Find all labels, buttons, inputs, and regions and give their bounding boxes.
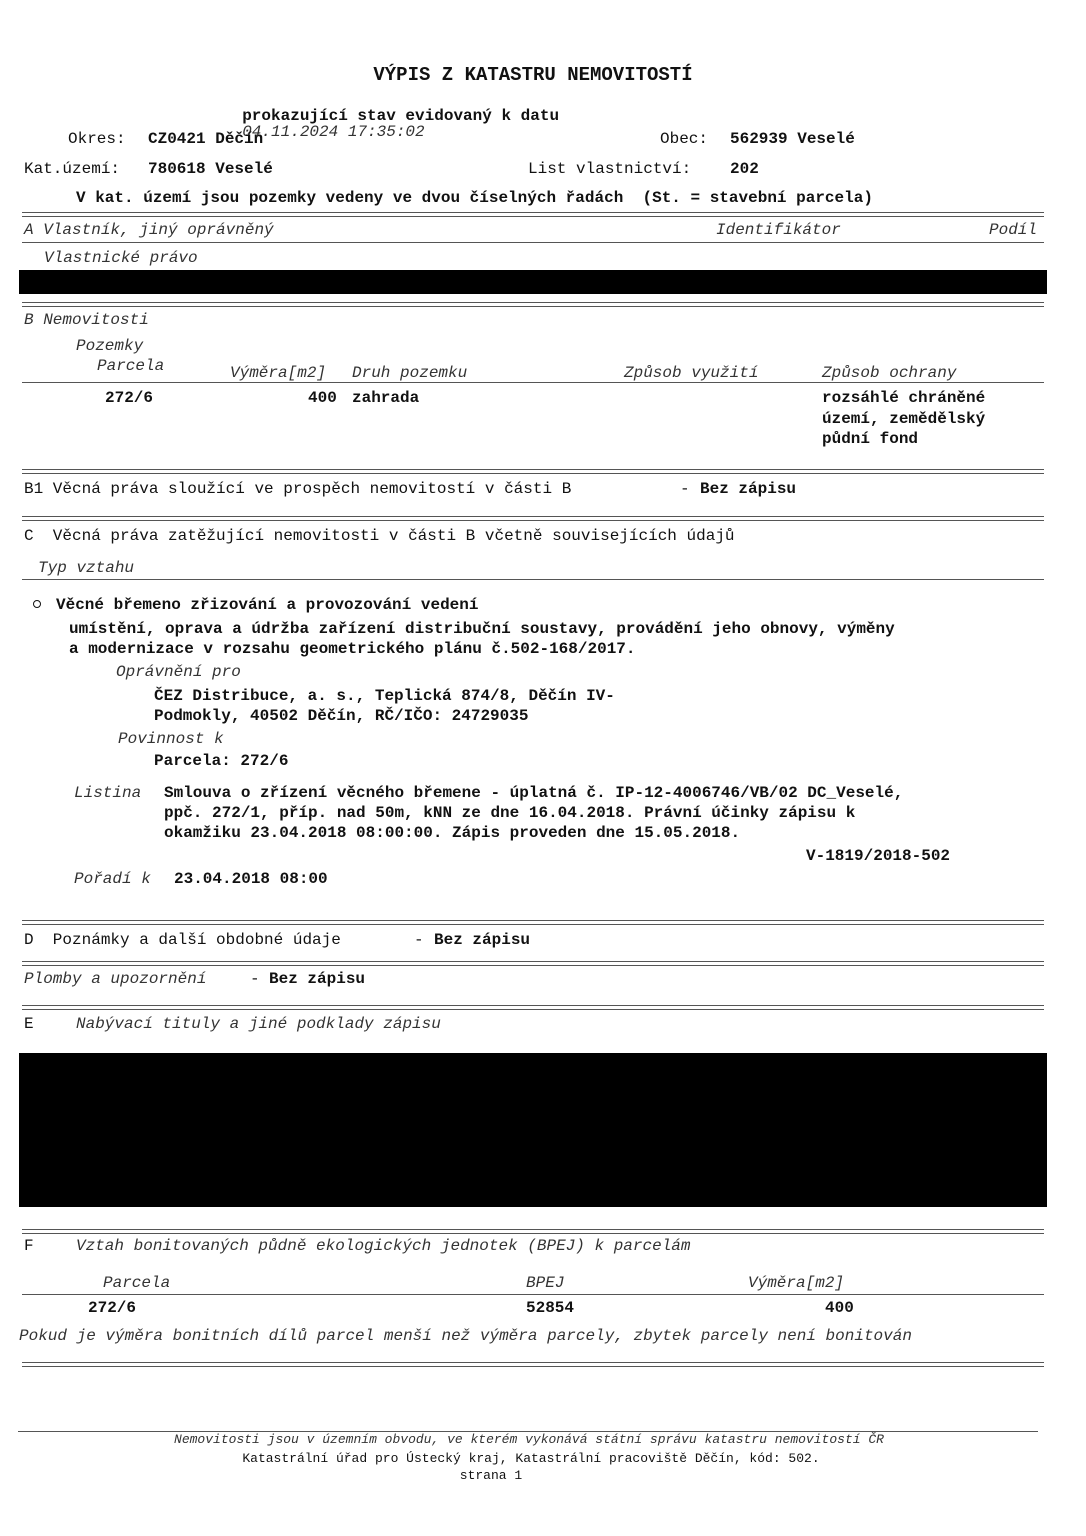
vlastnicke-pravo-label: Vlastnické právo (44, 249, 198, 267)
footer-page-number: strana 1 (459, 1468, 523, 1483)
plomby-value: Bez zápisu (269, 970, 366, 988)
section-f-letter: F (24, 1237, 34, 1255)
col-podil: Podíl (989, 221, 1038, 239)
subtitle-prefix: prokazující stav evidovaný k datu (242, 107, 560, 125)
rady-note: V kat. území jsou pozemky vedeny ve dvou číselných řadách (St. = stavební parcela) (76, 189, 873, 207)
f-row-parcela: 272/6 (88, 1299, 137, 1317)
document-title: VÝPIS Z KATASTRU NEMOVITOSTÍ (373, 64, 693, 86)
bullet-icon (33, 600, 41, 608)
typ-vztahu-label: Typ vztahu (38, 559, 135, 577)
bremeno-title: Věcné břemeno zřizování a provozování vedení (56, 596, 479, 614)
divider (22, 1229, 1044, 1234)
divider (22, 579, 1044, 580)
section-a-heading: A Vlastník, jiný oprávněný (24, 221, 274, 239)
plomby-dash: - (250, 970, 260, 988)
subtitle-date: 04.11.2024 17:35:02 (242, 123, 425, 141)
b-row-ochrana-3: půdní fond (822, 430, 919, 448)
section-e-letter: E (24, 1015, 34, 1033)
bremeno-line-2: a modernizace v rozsahu geometrického plánu č.502-168/2017. (69, 640, 636, 658)
divider (22, 242, 1044, 243)
section-b1-heading: B1 Věcná práva sloužící ve prospěch nemovitostí v části B (24, 480, 572, 498)
f-row-vymera: 400 (825, 1299, 854, 1317)
b1-dash: - (680, 480, 690, 498)
redacted-titles-block (19, 1053, 1047, 1207)
katuzemi-label: Kat.území: (24, 160, 121, 178)
obec-value: 562939 Veselé (730, 130, 855, 148)
redacted-owner-block (19, 270, 1047, 294)
f-col-vymera: Výměra[m2] (748, 1274, 845, 1292)
opravneni-label: Oprávnění pro (116, 663, 241, 681)
col-vymera: Výměra[m2] (230, 364, 327, 382)
f-note: Pokud je výměra bonitních dílů parcel menší než výměra parcely, zbytek parcely není bonitován (19, 1327, 912, 1345)
lv-value: 202 (730, 160, 759, 178)
section-f-heading: Vztah bonitovaných půdně ekologických jednotek (BPEJ) k parcelám (76, 1237, 691, 1255)
listina-reference: V-1819/2018-502 (806, 847, 951, 865)
opravneni-line-1: ČEZ Distribuce, a. s., Teplická 874/8, Děčín IV- (154, 687, 615, 705)
b-row-ochrana-2: území, zemědělský (822, 410, 986, 428)
plomby-heading: Plomby a upozornění (24, 970, 207, 988)
col-identifikator: Identifikátor (716, 221, 841, 239)
pozemky-label: Pozemky (76, 337, 144, 355)
document-subtitle (223, 92, 559, 140)
poradi-value: 23.04.2018 08:00 (174, 870, 328, 888)
d-value: Bez zápisu (434, 931, 531, 949)
b-row-druh: zahrada (352, 389, 420, 407)
col-parcela: Parcela (97, 357, 165, 375)
povinnost-value: Parcela: 272/6 (154, 752, 289, 770)
opravneni-line-2: Podmokly, 40502 Děčín, RČ/IČO: 24729035 (154, 707, 529, 725)
col-zpusob-ochrany: Způsob ochrany (822, 364, 957, 382)
col-zpusob-vyuziti: Způsob využití (624, 364, 759, 382)
divider (22, 516, 1044, 521)
f-row-bpej: 52854 (526, 1299, 575, 1317)
b-row-vymera: 400 (308, 389, 337, 407)
listina-line-2: ppč. 272/1, příp. nad 50m, kNN ze dne 16.04.2018. Právní účinky zápisu k (164, 804, 856, 822)
b-row-ochrana-1: rozsáhlé chráněné (822, 389, 986, 407)
section-b-heading: B Nemovitosti (24, 311, 149, 329)
listina-line-3: okamžiku 23.04.2018 08:00:00. Zápis proveden dne 15.05.2018. (164, 824, 741, 842)
section-c-heading: C Věcná práva zatěžující nemovitosti v části B včetně souvisejících údajů (24, 527, 735, 545)
divider (22, 469, 1044, 474)
katuzemi-value: 780618 Veselé (148, 160, 273, 178)
footer-line-2: Katastrální úřad pro Ústecký kraj, Katastrální pracoviště Děčín, kód: 502. (242, 1451, 820, 1466)
divider (22, 1294, 1044, 1295)
divider (22, 212, 1044, 217)
lv-label: List vlastnictví: (528, 160, 692, 178)
divider (22, 302, 1044, 307)
okres-value: CZ0421 Děčín (148, 130, 264, 148)
section-d-heading: D Poznámky a další obdobné údaje (24, 931, 341, 949)
b1-value: Bez zápisu (700, 480, 797, 498)
okres-label: Okres: (68, 130, 126, 148)
b-row-parcela: 272/6 (105, 389, 154, 407)
bremeno-line-1: umístění, oprava a údržba zařízení distribuční soustavy, provádění jeho obnovy, výměny (69, 620, 895, 638)
divider (22, 382, 1044, 383)
divider (22, 961, 1044, 966)
f-col-bpej: BPEJ (526, 1274, 565, 1292)
divider (22, 920, 1044, 925)
d-dash: - (414, 931, 424, 949)
listina-line-1: Smlouva o zřízení věcného břemene - úplatná č. IP-12-4006746/VB/02 DC_Veselé, (164, 784, 904, 802)
divider (22, 1362, 1044, 1367)
povinnost-label: Povinnost k (118, 730, 224, 748)
obec-label: Obec: (660, 130, 709, 148)
divider (22, 1005, 1044, 1010)
col-druh-pozemku: Druh pozemku (352, 364, 468, 382)
listina-label: Listina (74, 784, 142, 802)
f-col-parcela: Parcela (103, 1274, 171, 1292)
footer-line-1: Nemovitosti jsou v územním obvodu, ve kterém vykonává státní správu katastru nemovitostí ČR (174, 1432, 884, 1447)
poradi-label: Pořadí k (74, 870, 151, 888)
section-e-heading: Nabývací tituly a jiné podklady zápisu (76, 1015, 441, 1033)
